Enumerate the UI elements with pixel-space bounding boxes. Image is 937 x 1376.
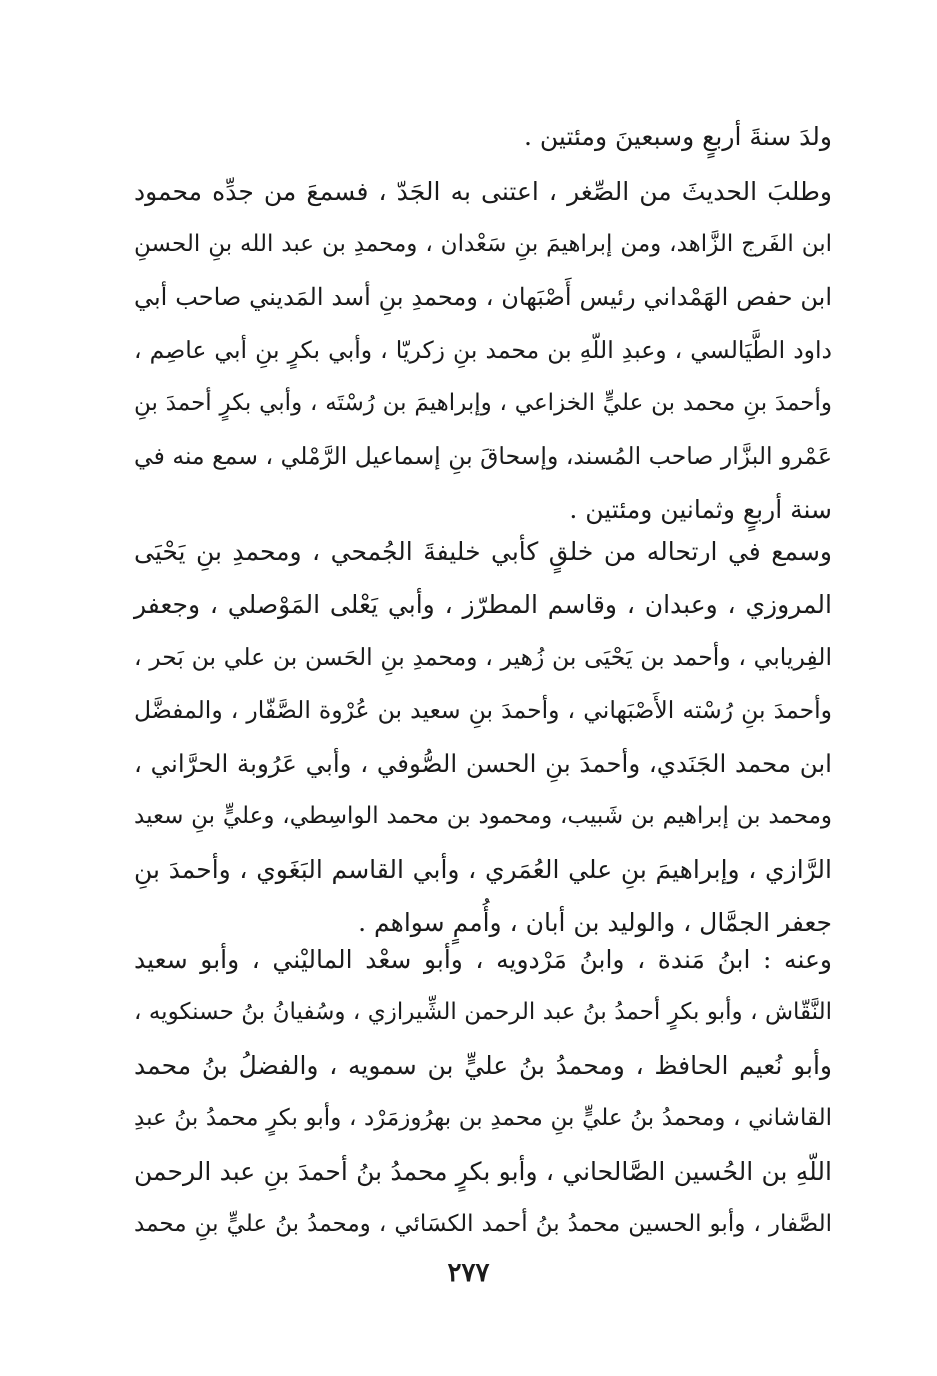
text-line: ولدَ سنةَ أربعٍ وسبعينَ ومئتين . (524, 122, 832, 151)
text-line: سنة أربعٍ وثمانين ومئتين . (569, 495, 832, 524)
text-line: الفِريابي ، وأحمد بن يَحْيَى بن زُهير ، ومحمدِ بنِ الحَسن بن علي بن بَحر ، (134, 643, 832, 671)
text-line: وأحمدَ بنِ رُسْته الأَصْبَهاني ، وأحمدَ بنِ سعيد بن عُرْوة الصَّفّار ، والمفضَّل (134, 696, 832, 724)
text-line: ابن حفص الهَمْداني رئيس أَصْبَهان ، ومحمدِ بنِ أسد المَديني صاحب أبي (134, 283, 833, 311)
text-line: ابن الفَرج الزَّاهد، ومن إبراهيمَ بنِ سَعْدان ، ومحمدِ بن عبد الله بنِ الحسنِ (134, 231, 832, 257)
text-line: وأبو نُعيم الحافظ ، ومحمدُ بنُ عليٍّ بن سمويه ، والفضلُ بنُ محمد (134, 1051, 832, 1080)
text-line: المروزي ، وعبدان ، وقاسم المطرّز ، وأبي يَعْلى المَوْصلي ، وجعفر (134, 590, 832, 619)
page-number: ٢٧٧ (447, 1258, 490, 1288)
text-line: النَّقّاش ، وأبو بكرٍ أحمدُ بنُ عبد الرحمن الشِّيرازي ، وسُفيانُ بنُ حسنكويه ، (134, 999, 832, 1025)
text-line: عَمْرو البزَّار صاحب المُسند، وإسحاقَ بنِ إسماعيل الرَّمْلي ، سمع منه في (134, 442, 832, 470)
text-line: داود الطَّيَالسي ، وعبدِ اللّهِ بن محمد بنِ زكريّا ، وأبي بكرٍ بنِ أبي عاصِم ، (134, 336, 832, 364)
text-line: الصَّفار ، وأبو الحسين محمدُ بنُ أحمد الكسَائي ، ومحمدُ بنُ عليٍّ بنِ محمد (134, 1211, 832, 1237)
text-line: الرَّازي ، وإبراهيمَ بنِ علي العُمَري ، وأبي القاسم البَغَوي ، وأحمدَ بنِ (134, 855, 832, 884)
text-line: وأحمدَ بنِ محمد بن عليٍّ الخزاعي ، وإبراهيمَ بن رُسْتَه ، وأبي بكرٍ أحمدَ بنِ (134, 390, 832, 416)
text-line: جعفر الجمَّال ، والوليد بن أبان ، وأُممٍ سواهم . (358, 908, 832, 937)
text-line: وسمع في ارتحاله من خلقٍ كأبي خليفةَ الجُمحي ، ومحمدِ بنِ يَحْيَى (134, 537, 832, 566)
paragraph-students (134, 933, 832, 1251)
text-line: وعنه : ابنُ مَندة ، وابنُ مَرْدويه ، وأبو سعْد الماليْني ، وأبو سعيد (134, 945, 832, 974)
text-line: ومحمد بن إبراهيم بن شَبيب، ومحمود بن محمد الواسِطي، وعليٍّ بنِ سعيد (134, 803, 832, 829)
text-line: وطلبَ الحديثَ من الصِّغر ، اعتنى به الجَدّ ، فسمعَ من جدِّه محمود (134, 177, 832, 206)
text-line: القاشاني ، ومحمدُ بنُ عليٍّ بنِ محمدِ بن بهرُوزمَرْد ، وأبو بكرٍ محمدُ بنُ عبدِ (134, 1105, 832, 1131)
paragraph-birth (134, 110, 832, 163)
text-line: اللّهِ بن الحُسين الصَّالحاني ، وأبو بكرٍ محمدُ بنُ أحمدَ بنِ عبد الرحمن (134, 1157, 832, 1186)
text-line: ابن محمد الجَنَدي، وأحمدَ بنِ الحسن الصُّوفي ، وأبي عَرُوبة الحرَّاني ، (134, 749, 832, 778)
paragraph-early-teachers (134, 165, 832, 536)
paragraph-travel-teachers (134, 525, 832, 949)
